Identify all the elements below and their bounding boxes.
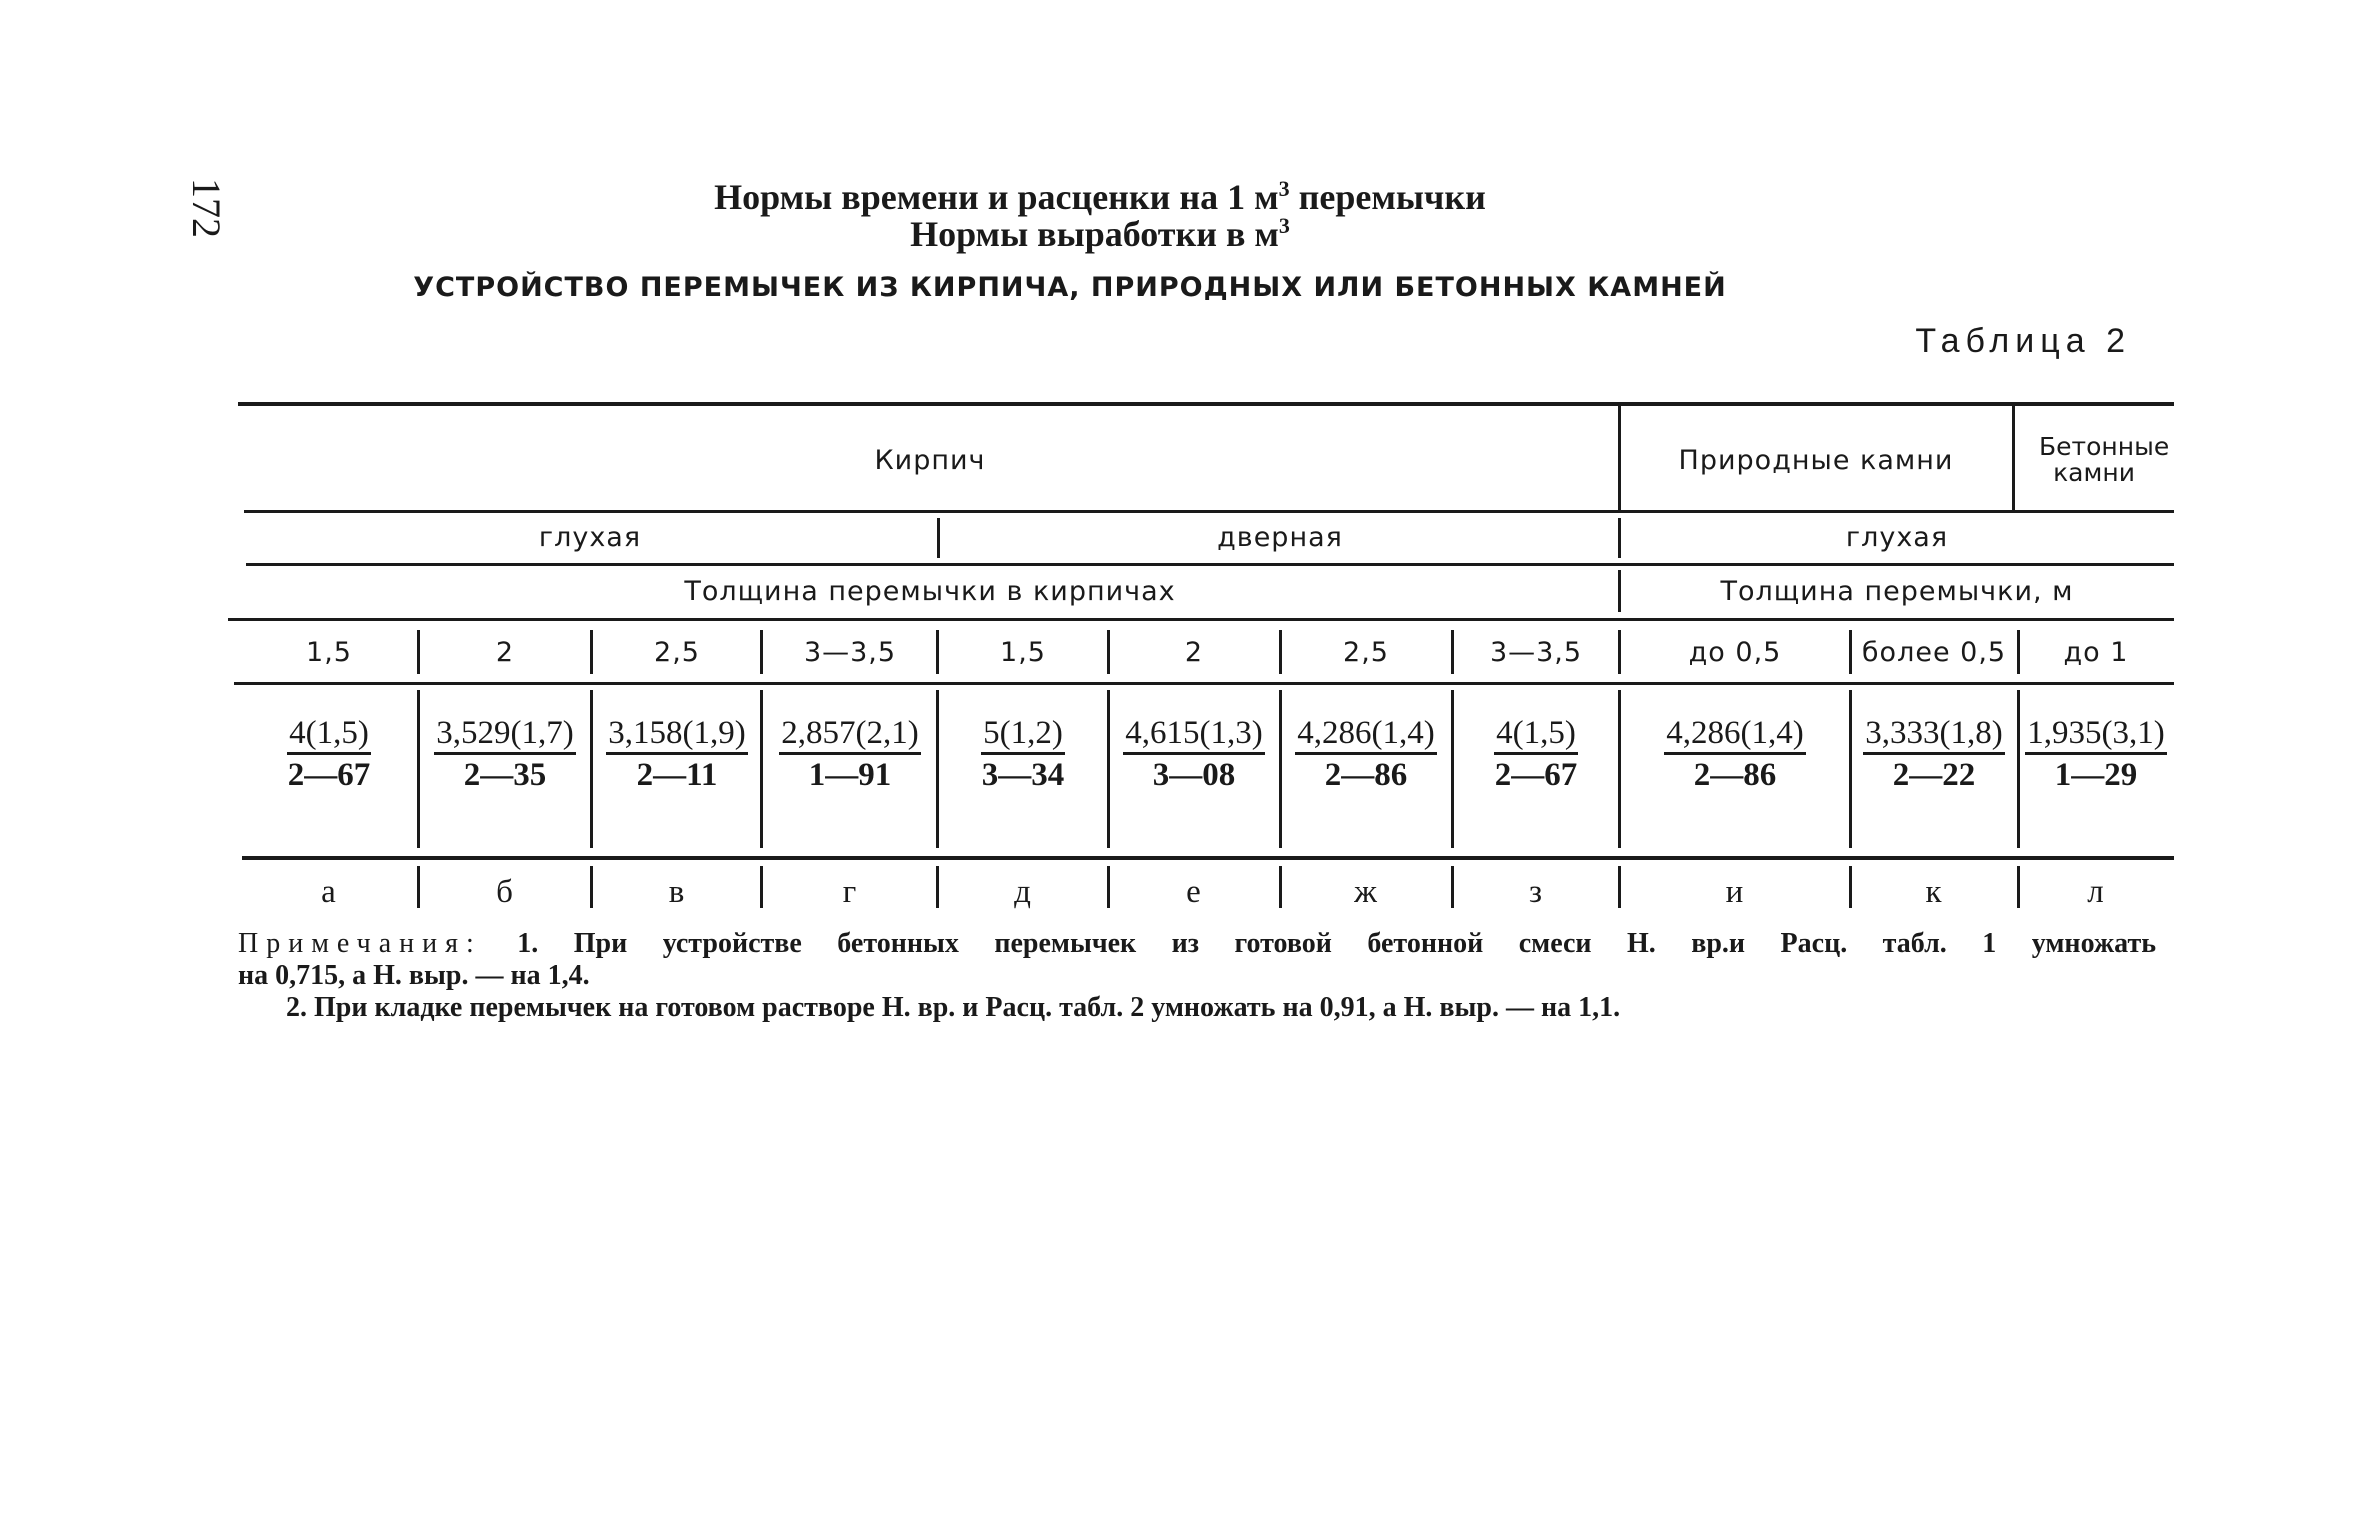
header-thickness-bricks: Толщина перемычки в кирпичах <box>684 575 1176 607</box>
price-value: 1—29 <box>2054 757 2138 793</box>
norm-value: 5(1,2) <box>981 714 1065 755</box>
column-header: 1,5 <box>1000 637 1046 668</box>
value-cell <box>2018 714 2174 795</box>
norm-value: 2,857(2,1) <box>779 714 920 755</box>
norm-value: 4,286(1,4) <box>1295 714 1436 755</box>
norm-value: 4(1,5) <box>287 714 371 755</box>
header-type-blind: глухая <box>538 521 642 553</box>
page-subtitle-line <box>0 213 2200 255</box>
value-cell <box>1108 714 1280 795</box>
value-cell <box>1452 714 1620 795</box>
page-number: 172 <box>184 178 229 238</box>
price-value: 2—86 <box>1324 757 1408 793</box>
value-cell <box>938 714 1108 795</box>
norm-value: 3,333(1,8) <box>1863 714 2004 755</box>
price-value: 3—08 <box>1152 757 1236 793</box>
header-natural-stone: Природные камни <box>1678 444 1954 476</box>
value-cell <box>1620 714 1850 795</box>
title-line1-text: Нормы времени и расценки на 1 м <box>714 177 1279 217</box>
column-header: 2,5 <box>654 637 700 668</box>
price-value: 1—91 <box>808 757 892 793</box>
notes-label: Примечания: <box>238 928 482 959</box>
table-rule <box>242 856 2174 860</box>
norm-value: 4(1,5) <box>1494 714 1578 755</box>
page-title <box>0 176 2200 218</box>
norm-value: 4,286(1,4) <box>1664 714 1805 755</box>
column-letter: и <box>1725 873 1745 910</box>
header-type-door: дверная <box>1217 521 1343 553</box>
note-1-line-1 <box>238 928 2156 960</box>
price-value: 2—22 <box>1892 757 1976 793</box>
header-brick: Кирпич <box>874 444 986 476</box>
note-1-text: 1. При устройстве бетонных перемычек из готовой бетонной смеси Н. вр.и Расц. табл. 1 умножать <box>517 928 2157 959</box>
note-1-line-2: на 0,715, а Н. выр. — на 1,4. <box>238 960 590 991</box>
norm-value: 3,529(1,7) <box>434 714 575 755</box>
price-value: 2—35 <box>463 757 547 793</box>
column-letter: г <box>842 873 858 910</box>
column-header: до 1 <box>2063 637 2129 668</box>
table-rule <box>228 618 2174 621</box>
column-header: до 0,5 <box>1688 637 1782 668</box>
header-type-blind-stone: глухая <box>1845 521 1949 553</box>
column-letter: к <box>1925 873 1943 910</box>
column-header: 2 <box>1184 637 1204 668</box>
note-2: 2. При кладке перемычек на готовом растворе Н. вр. и Расц. табл. 2 умножать на 0,91, а Н. выр. — на 1,1. <box>286 992 1621 1023</box>
column-letter: ж <box>1354 873 1378 910</box>
header-concrete-stone <box>2014 410 2174 510</box>
column-letter: е <box>1186 873 1202 910</box>
price-value: 2—67 <box>1494 757 1578 793</box>
title-line2-text: Нормы выработки в м <box>910 214 1279 254</box>
table-label: Таблица 2 <box>1915 322 2131 360</box>
price-value: 3—34 <box>981 757 1065 793</box>
header-concrete-stone-text: Бетонные камни <box>2039 432 2170 487</box>
section-heading: УСТРОЙСТВО ПЕРЕМЫЧЕК ИЗ КИРПИЧА, ПРИРОДНЫХ ИЛИ БЕТОННЫХ КАМНЕЙ <box>413 272 1727 303</box>
value-cell <box>592 714 762 795</box>
title-line2-sup: 3 <box>1278 213 1290 238</box>
value-cell <box>240 714 418 795</box>
column-header: 3—3,5 <box>803 637 897 668</box>
column-letter: а <box>321 873 337 910</box>
column-letter: в <box>668 873 686 910</box>
column-header: 1,5 <box>306 637 352 668</box>
price-value: 2—86 <box>1693 757 1777 793</box>
norm-value: 3,158(1,9) <box>606 714 747 755</box>
column-letter: з <box>1528 873 1544 910</box>
column-letter: л <box>2087 873 2105 910</box>
value-cell <box>1850 714 2018 795</box>
norm-value: 1,935(3,1) <box>2025 714 2166 755</box>
norm-value: 4,615(1,3) <box>1123 714 1264 755</box>
header-thickness-meters: Толщина перемычки, м <box>1720 575 2074 607</box>
column-header: более 0,5 <box>1861 637 2007 668</box>
column-letter: б <box>496 873 514 910</box>
value-cell <box>762 714 938 795</box>
price-value: 2—67 <box>287 757 371 793</box>
table-top-rule <box>238 402 2174 406</box>
column-header: 2,5 <box>1343 637 1389 668</box>
column-letter: д <box>1014 873 1032 910</box>
title-line1-tail: перемычки <box>1289 177 1486 217</box>
table-rule <box>234 682 2174 685</box>
title-line1-sup: 3 <box>1278 176 1290 201</box>
column-header: 3—3,5 <box>1489 637 1583 668</box>
value-cell <box>1280 714 1452 795</box>
table-notes <box>238 928 2156 1024</box>
value-cell <box>418 714 592 795</box>
price-value: 2—11 <box>636 757 718 793</box>
column-header: 2 <box>495 637 515 668</box>
